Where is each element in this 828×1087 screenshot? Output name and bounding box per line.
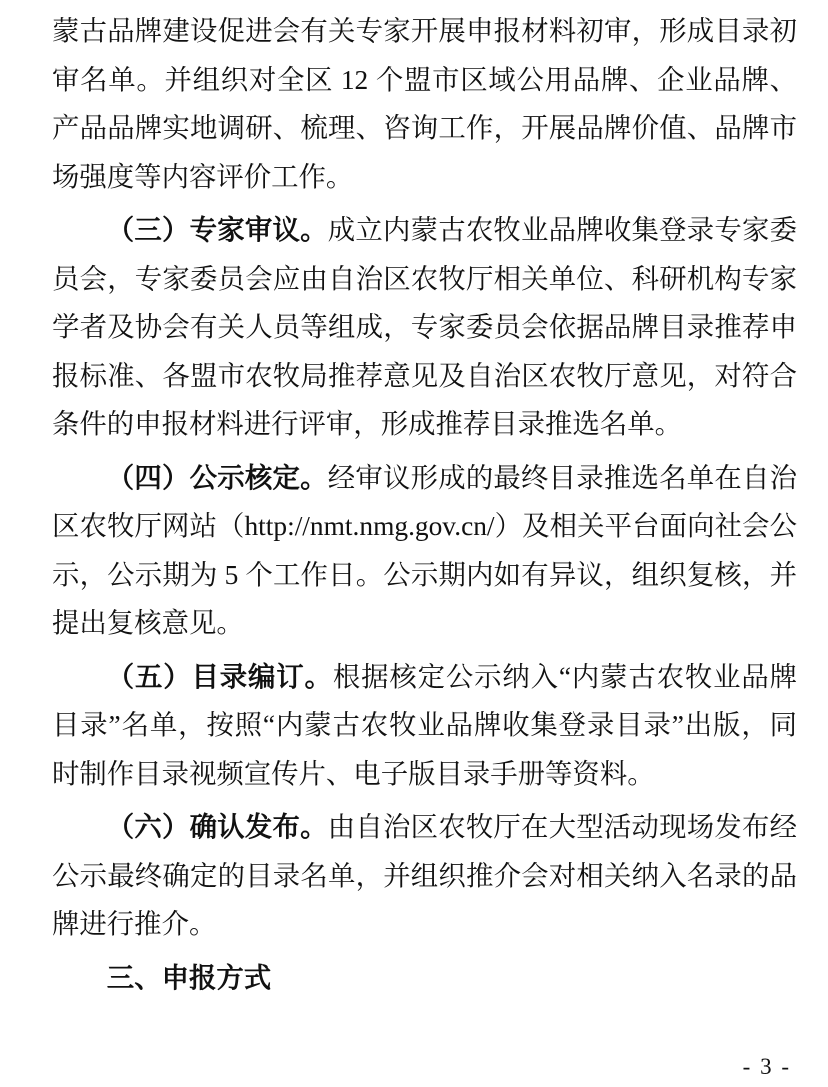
paragraph-text: 经审议形成的最终目录推选名单在自治区农牧厅网站（http://nmt.nmg.gov.cn/）及相关平台面向社会公示，公示期为 5 个工作日。公示期内如有异议，组织复核，并提出复核意见。 bbox=[52, 462, 797, 638]
section-3-label: （三）专家审议。 bbox=[106, 214, 328, 245]
section-4-label: （四）公示核定。 bbox=[106, 461, 328, 493]
document-body bbox=[52, 7, 797, 1002]
paragraph-text: 由自治区农牧厅在大型活动现场发布经公示最终确定的目录名单，并组织推介会对相关纳入名录的品牌进行推介。 bbox=[52, 812, 797, 939]
paragraph-text: 蒙古品牌建设促进会有关专家开展申报材料初审，形成目录初审名单。并组织对全区 12 个盟市区域公用品牌、企业品牌、产品品牌实地调研、梳理、咨询工作，开展品牌价值、品牌市场强度等内容评价工作。 bbox=[52, 16, 797, 192]
paragraph-text: 成立内蒙古农牧业品牌收集登录专家委员会，专家委员会应由自治区农牧厅相关单位、科研机构专家学者及协会有关人员等组成，专家委员会依据品牌目录推荐申报标准、各盟市农牧局推荐意见及自治区农牧厅意见，对符合条件的申报材料进行评审，形成推荐目录推选名单。 bbox=[52, 215, 797, 439]
paragraph-section-6 bbox=[52, 803, 797, 949]
paragraph-text: 根据核定公示纳入“内蒙古农牧业品牌目录”名单，按照“内蒙古农牧业品牌收集登录目录”出版，同时制作目录视频宣传片、电子版目录手册等资料。 bbox=[52, 661, 797, 789]
paragraph-section-4 bbox=[52, 454, 797, 648]
paragraph-section-5 bbox=[52, 653, 797, 799]
heading-application-method: 三、申报方式 bbox=[106, 961, 272, 993]
paragraph-section-3 bbox=[52, 206, 797, 449]
section-6-label: （六）确认发布。 bbox=[106, 811, 328, 842]
section-5-label: （五）目录编订。 bbox=[106, 660, 333, 692]
page-number: - 3 - bbox=[742, 1054, 791, 1079]
paragraph-continuation bbox=[52, 7, 797, 201]
